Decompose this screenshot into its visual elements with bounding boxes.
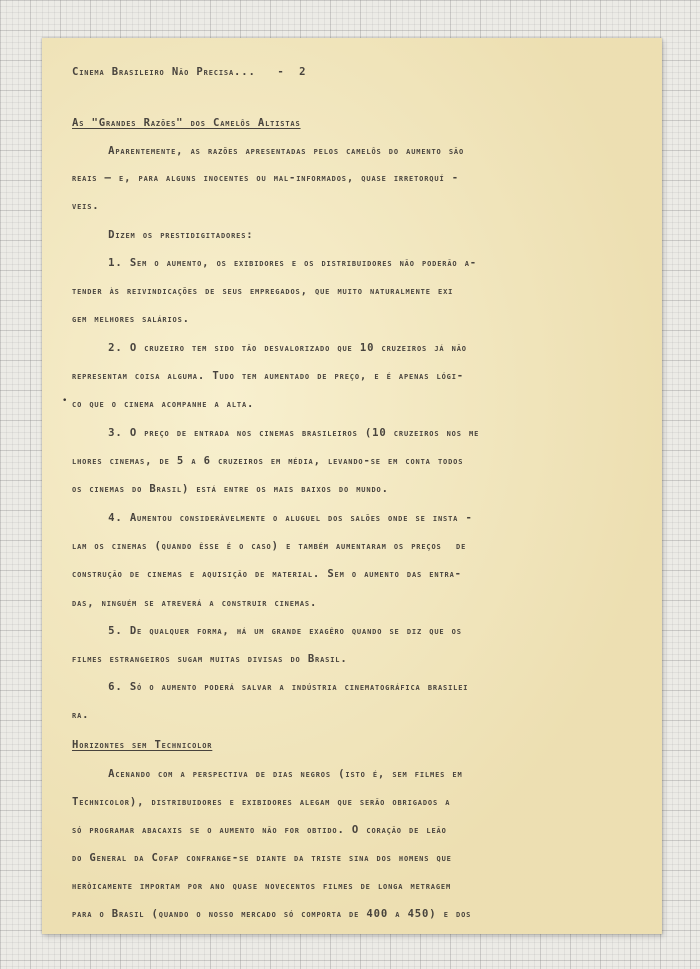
text-line: do General da Cofap confrange-se diante da triste sina dos homens que	[72, 852, 452, 864]
text-line: co que o cinema acompanhe a alta.	[72, 398, 255, 410]
text-line: 5. De qualquer forma, há um grande exagêro quando se diz que os	[72, 625, 462, 637]
text-line: 6. Só o aumento poderá salvar a indústria cinematográfica brasilei	[72, 681, 469, 693]
text-line: lam os cinemas (quando êsse é o caso) e também aumentaram os preços de	[72, 540, 467, 552]
section-heading: As "Grandes Razões" dos Camelôs Altistas	[72, 117, 301, 129]
text-line: lhores cinemas, de 5 a 6 cruzeiros em média, levando-se em conta todos	[72, 455, 464, 467]
page-header: Cinema Brasileiro Não Precisa... - 2	[72, 66, 307, 78]
ink-mark-icon: •	[62, 396, 68, 406]
text-line: só programar abacaxis se o aumento não for obtido. O coração de leão	[72, 824, 447, 836]
text-line: veis.	[72, 200, 100, 212]
text-line: 3. O preço de entrada nos cinemas brasileiros (10 cruzeiros nos me	[72, 427, 480, 439]
text-line: 1. Sem o aumento, os exibidores e os distribuidores não poderão a-	[72, 257, 478, 269]
text-line: ra.	[72, 709, 90, 721]
text-line: heròicamente importam por ano quase novecentos filmes de longa metragem	[72, 880, 452, 892]
text-line: reais — e, para alguns inocentes ou mal-informados, quase irretorquí -	[72, 172, 459, 184]
text-line: Dizem os prestidigitadores:	[72, 229, 254, 241]
text-line: 2. O cruzeiro tem sido tão desvalorizado que 10 cruzeiros já não	[72, 342, 467, 354]
text-line: Acenando com a perspectiva de dias negros (isto é, sem filmes em	[72, 768, 463, 780]
text-line: das, ninguém se atreverá a construir cinemas.	[72, 597, 318, 609]
text-line: tender às reivindicações de seus empregados, que muito naturalmente exi	[72, 285, 454, 297]
text-line: representam coisa alguma. Tudo tem aumentado de preço, e é apenas lógi-	[72, 370, 465, 382]
text-line: gem melhores salários.	[72, 313, 190, 325]
section-heading: Horizontes sem Technicolor	[72, 739, 213, 751]
text-line: filmes estrangeiros sugam muitas divisas do Brasil.	[72, 653, 348, 665]
text-line: os cinemas do Brasil) está entre os mais baixos do mundo.	[72, 483, 389, 495]
text-line: construção de cinemas e aquisição de material. Sem o aumento das entra-	[72, 568, 462, 580]
typewritten-page	[42, 38, 662, 934]
text-line: Aparentemente, as razões apresentadas pelos camelôs do aumento são	[72, 145, 465, 157]
text-line: 4. Aumentou consideràvelmente o aluguel dos salões onde se insta -	[72, 512, 473, 524]
text-line: Technicolor), distribuidores e exibidores alegam que serão obrigados a	[72, 796, 451, 808]
text-line: para o Brasil (quando o nosso mercado só comporta de 400 a 450) e dos	[72, 908, 472, 920]
